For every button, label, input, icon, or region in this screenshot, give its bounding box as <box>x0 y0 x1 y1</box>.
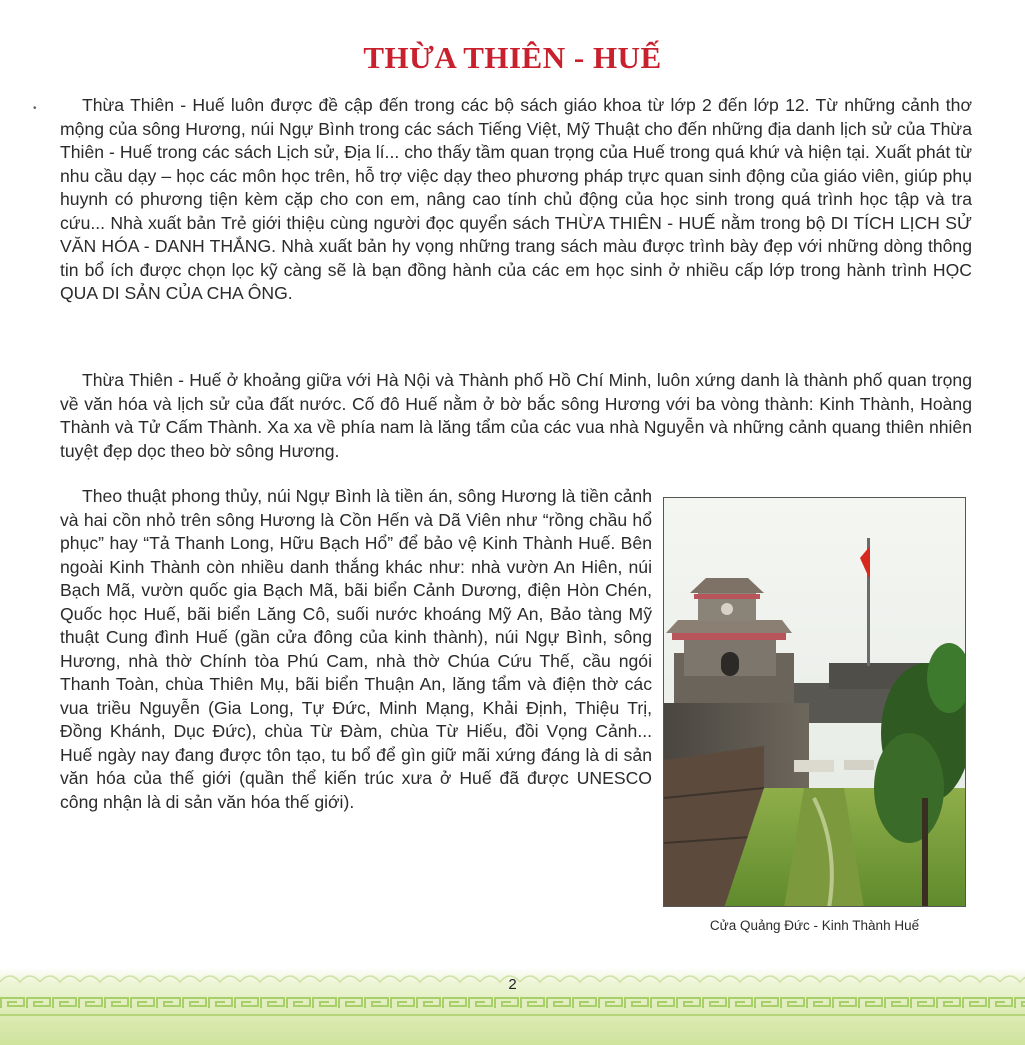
location-paragraph: Thừa Thiên - Huế ở khoảng giữa với Hà Nội và Thành phố Hồ Chí Minh, luôn xứng danh là thành phố quan trọng về văn hóa và lịch sử của đất nước. Cố đô Huế nằm ở bờ bắc sông Hương với ba vòng thành: Kinh Thành, Hoàng Thành và Tử Cấm Thành. Xa xa về phía nam là lăng tẩm của các vua nhà Nguyễn và những cảnh quang thiên nhiên tuyệt đẹp dọc theo bờ sông Hương. <box>60 370 972 461</box>
page-title: THỪA THIÊN - HUẾ <box>363 40 662 75</box>
intro-paragraph: Thừa Thiên - Huế luôn được đề cập đến trong các bộ sách giáo khoa từ lớp 2 đến lớp 12. Từ những cảnh thơ mộng của sông Hương, núi Ngự Bình trong các sách Tiếng Việt, Mỹ Thuật cho đến những địa danh lịch sử của Thừa Thiên - Huế trong các sách Lịch sử, Địa lí... cho thấy tầm quan trọng của Huế trong quá khứ và hiện tại. Xuất phát từ nhu cầu dạy – học các môn học trên, hỗ trợ việc dạy theo phương pháp trực quan sinh động của giáo viên, giúp phụ huynh có phương tiện kèm cặp cho con em, nâng cao tính chủ động của học sinh trong quá trình học tập và tra cứu... Nhà xuất bản Trẻ giới thiệu cùng người đọc quyển sách THỪA THIÊN - HUẾ nằm trong bộ DI TÍCH LỊCH SỬ VĂN HÓA - DANH THẮNG. Nhà xuất bản hy vọng những trang sách màu được trình bày đẹp với những dòng thông tin bổ ích được chọn lọc kỹ càng sẽ là bạn đồng hành của các em học sinh ở nhiều cấp lớp trong hành trình HỌC QUA DI SẢN CỦA CHA ÔNG. <box>60 95 972 303</box>
page-number: 2 <box>508 976 517 993</box>
citadel-gate-photo <box>663 497 966 907</box>
citadel-gate-illustration <box>664 498 966 907</box>
landmarks-paragraph: Theo thuật phong thủy, núi Ngự Bình là tiền án, sông Hương là tiền cảnh và hai cồn nhỏ trên sông Hương là Cồn Hến và Dã Viên như “rồng chầu hổ phục” hay “Tả Thanh Long, Hữu Bạch Hổ” để bảo vệ Kinh Thành Huế. Bên ngoài Kinh Thành còn nhiều danh thắng khác như: nhà vườn An Hiên, núi Bạch Mã, vườn quốc gia Bạch Mã, bãi biển Cảnh Dương, điện Hòn Chén, Quốc học Huế, bãi biển Lăng Cô, suối nước khoáng Mỹ An, Bảo tàng Mỹ thuật Cung đình Huế (gần cửa đông của kinh thành), núi Ngự Bình, sông Hương, nhà thờ Chính tòa Phú Cam, nhà thờ Chúa Cứu Thế, cầu ngói Thanh Toàn, chùa Thiên Mụ, bãi biển Thuận An, lăng tẩm và điện thờ các vua triều Nguyễn (Gia Long, Tự Đức, Minh Mạng, Khải Định, Thiệu Trị, Đồng Khánh, Dục Đức), chùa Từ Đàm, chùa Từ Hiếu, đồi Vọng Cảnh... Huế ngày nay đang được tôn tạo, tu bổ để gìn giữ mãi xứng đáng là di sản văn hóa của thế giới (quần thể kiến trúc xưa ở Huế đã được UNESCO công nhận là di sản văn hóa thế giới). <box>60 486 652 812</box>
margin-dot: • <box>33 103 37 114</box>
photo-caption: Cửa Quảng Đức - Kinh Thành Huế <box>709 918 920 933</box>
